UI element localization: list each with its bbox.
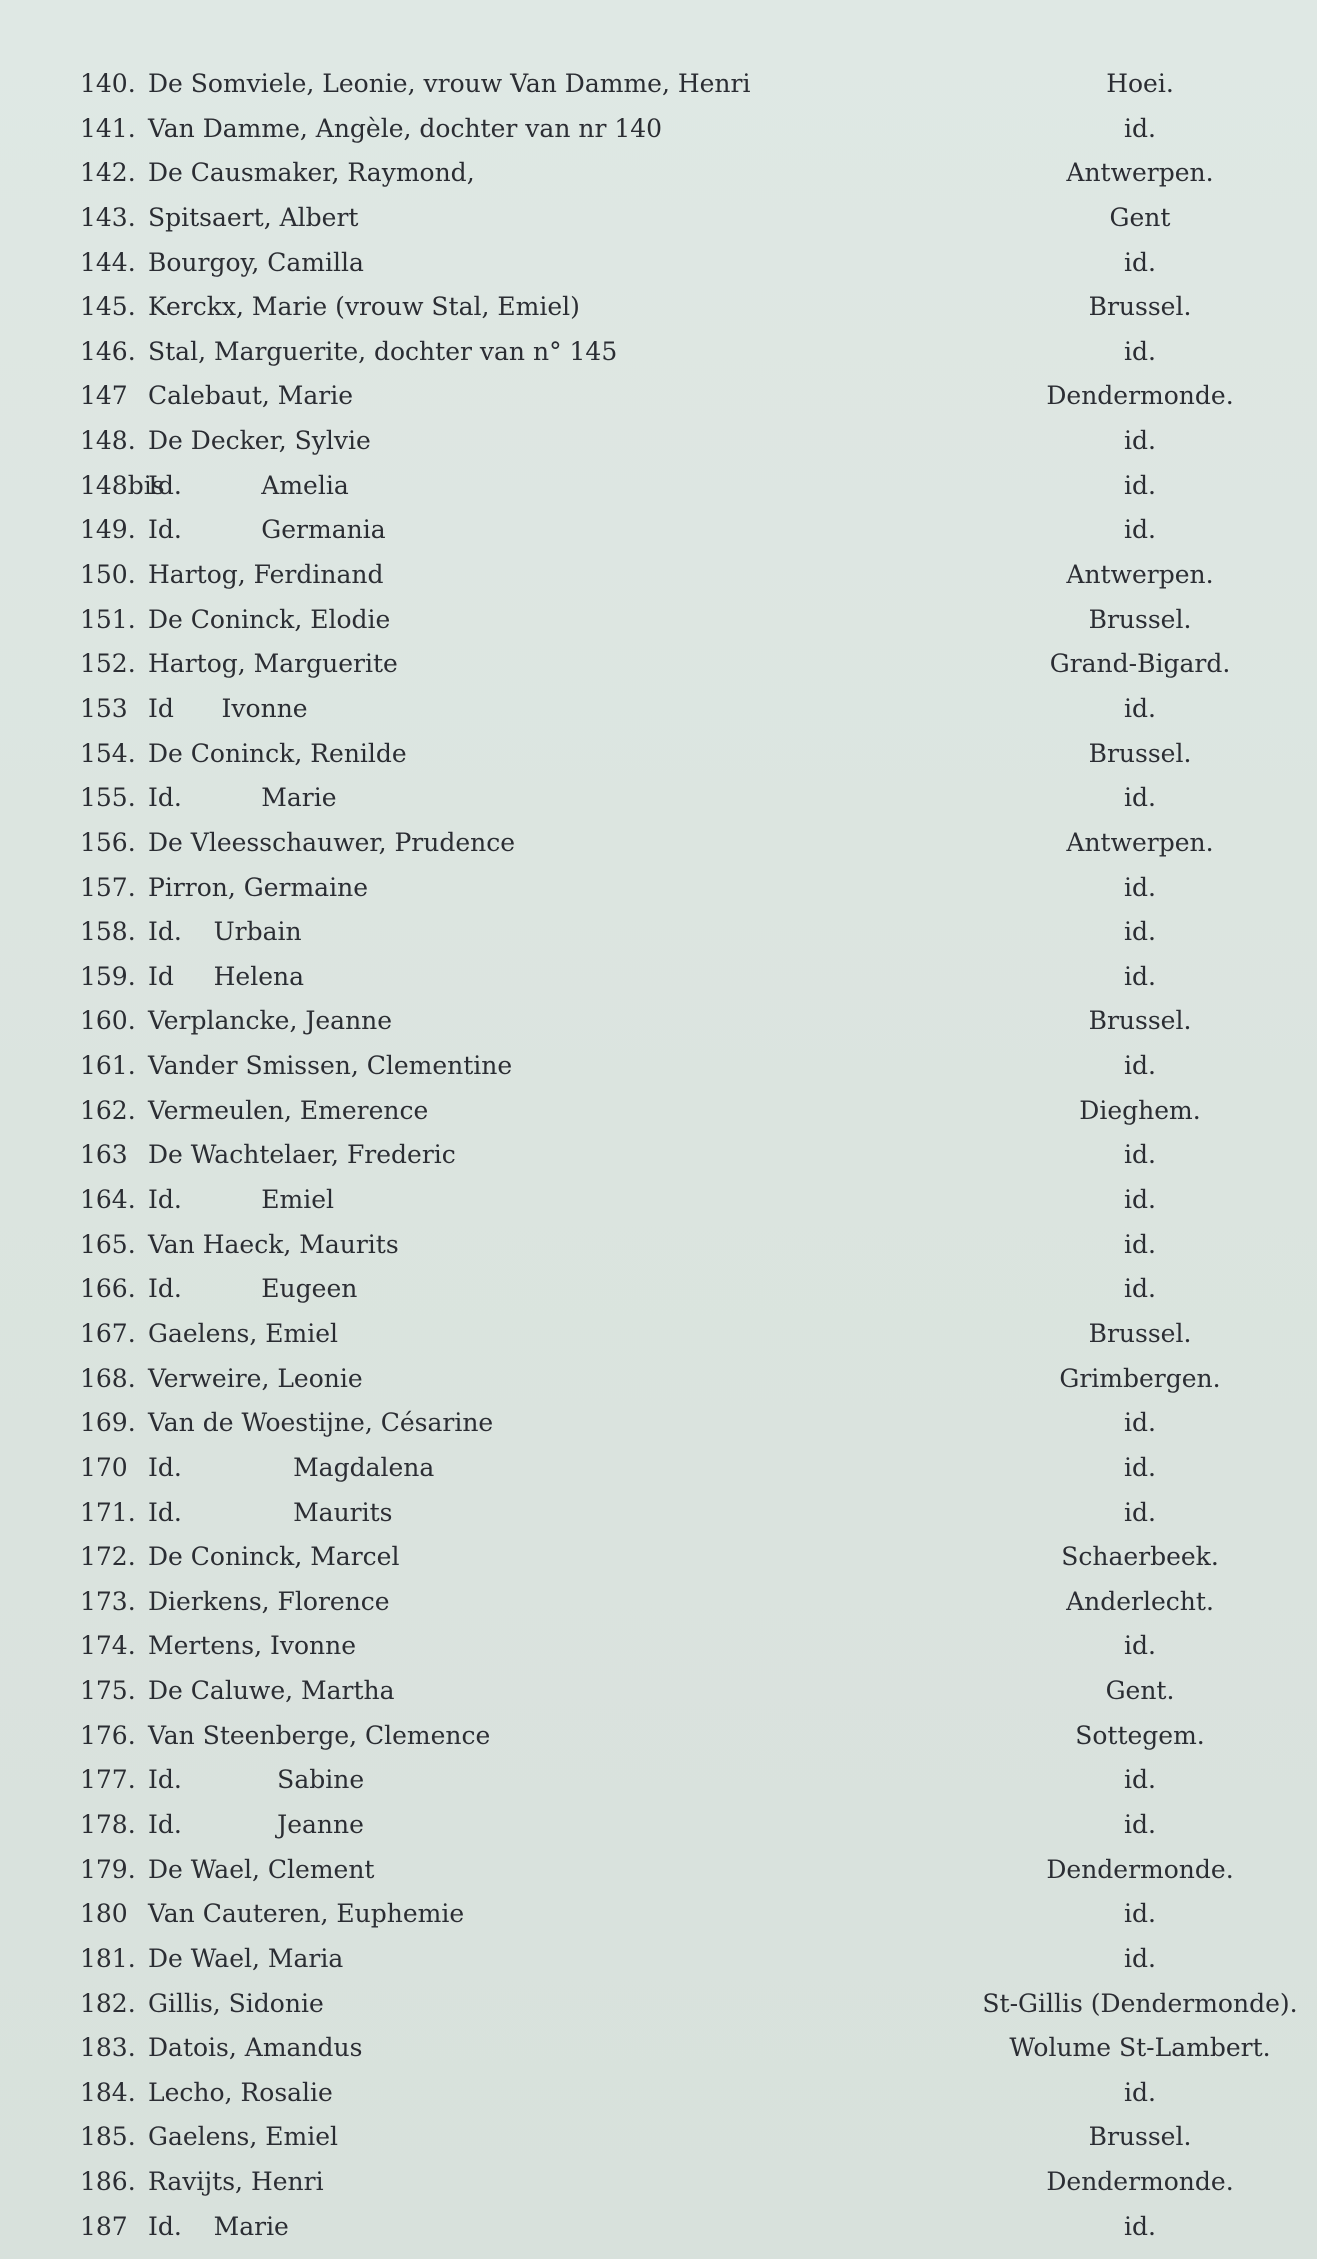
entry-name: De Coninck, Marcel bbox=[148, 1542, 400, 1572]
entry-place: Anderlecht. bbox=[1066, 1586, 1214, 1616]
list-item bbox=[0, 1937, 1317, 1982]
entry-name: Gaelens, Emiel bbox=[148, 1318, 339, 1348]
entry-place: id. bbox=[1124, 1765, 1156, 1795]
entry-name: De Wael, Clement bbox=[148, 1854, 375, 1884]
entry-place: id. bbox=[1124, 2077, 1156, 2107]
entry-name: Id. Emiel bbox=[148, 1185, 335, 1215]
entry-name: Van Haeck, Maurits bbox=[148, 1229, 399, 1259]
entry-number: 182. bbox=[80, 1988, 136, 2018]
list-item bbox=[0, 1178, 1317, 1223]
list-item bbox=[0, 1133, 1317, 1178]
entry-place: Wolume St-Lambert. bbox=[1009, 2033, 1271, 2063]
entry-place: Brussel. bbox=[1088, 738, 1192, 768]
entry-number: 178. bbox=[80, 1809, 136, 1839]
list-item bbox=[0, 687, 1317, 732]
entry-name: Id. Urbain bbox=[148, 917, 302, 947]
entry-place: Sottegem. bbox=[1075, 1720, 1205, 1750]
list-item bbox=[0, 1580, 1317, 1625]
entry-place: id. bbox=[1124, 426, 1156, 456]
list-item bbox=[0, 1535, 1317, 1580]
entry-name: Mertens, Ivonne bbox=[148, 1631, 357, 1661]
entry-number: 173. bbox=[80, 1586, 136, 1616]
list-item bbox=[0, 2115, 1317, 2160]
entry-name: Id Ivonne bbox=[148, 693, 308, 723]
entry-name: Id. Jeanne bbox=[148, 1809, 364, 1839]
entry-number: 184. bbox=[80, 2077, 136, 2107]
entry-number: 164. bbox=[80, 1185, 136, 1215]
list-item bbox=[0, 866, 1317, 911]
entry-name: De Somviele, Leonie, vrouw Van Damme, Henri bbox=[148, 69, 751, 98]
list-item bbox=[0, 999, 1317, 1044]
entry-name: Id. Maurits bbox=[148, 1497, 393, 1527]
entry-place: id. bbox=[1124, 113, 1156, 143]
list-item bbox=[0, 1089, 1317, 1134]
list-item bbox=[0, 776, 1317, 821]
list-item bbox=[0, 598, 1317, 643]
entry-number: 169. bbox=[80, 1408, 136, 1438]
list-item bbox=[0, 107, 1317, 152]
entry-number: 174. bbox=[80, 1631, 136, 1661]
entry-number: 172. bbox=[80, 1542, 136, 1572]
entry-place: id. bbox=[1124, 1497, 1156, 1527]
list-item bbox=[0, 1848, 1317, 1893]
entry-name: Hartog, Ferdinand bbox=[148, 560, 384, 590]
entry-number: 186. bbox=[80, 2167, 136, 2197]
list-item bbox=[0, 241, 1317, 286]
entry-number: 154. bbox=[80, 738, 136, 768]
entry-name: Calebaut, Marie bbox=[148, 381, 354, 411]
entry-name: Stal, Marguerite, dochter van n° 145 bbox=[148, 336, 618, 366]
entry-number: 180 bbox=[80, 1899, 128, 1929]
entry-place: id. bbox=[1124, 515, 1156, 545]
entry-name: Id. Amelia bbox=[148, 470, 349, 500]
entry-name: Vermeulen, Emerence bbox=[148, 1095, 429, 1125]
entry-place: id. bbox=[1124, 1899, 1156, 1929]
list-item bbox=[0, 1312, 1317, 1357]
entry-place: Gent. bbox=[1105, 1676, 1175, 1706]
list-item bbox=[0, 1044, 1317, 1089]
entry-name: Id. Marie bbox=[148, 783, 337, 813]
entry-number: 185. bbox=[80, 2122, 136, 2152]
entry-name: Van Cauteren, Euphemie bbox=[148, 1899, 465, 1929]
entry-place: id. bbox=[1124, 1452, 1156, 1482]
list-item bbox=[0, 1491, 1317, 1536]
entry-number: 151. bbox=[80, 604, 136, 634]
list-item bbox=[0, 2160, 1317, 2205]
entry-place: id. bbox=[1124, 1408, 1156, 1438]
list-item bbox=[0, 508, 1317, 553]
entry-name: Gaelens, Emiel bbox=[148, 2122, 339, 2152]
name-list bbox=[0, 62, 1317, 2249]
entry-place: id. bbox=[1124, 247, 1156, 277]
entry-place: id. bbox=[1124, 917, 1156, 947]
entry-place: Antwerpen. bbox=[1066, 158, 1214, 188]
entry-name: Id. Sabine bbox=[148, 1765, 365, 1795]
list-item bbox=[0, 374, 1317, 419]
entry-number: 152. bbox=[80, 649, 136, 679]
entry-number: 149. bbox=[80, 515, 136, 545]
entry-number: 171. bbox=[80, 1497, 136, 1527]
list-item bbox=[0, 1982, 1317, 2027]
entry-name: Id. Magdalena bbox=[148, 1452, 435, 1482]
entry-place: Hoei. bbox=[1106, 69, 1174, 98]
entry-name: De Vleesschauwer, Prudence bbox=[148, 827, 516, 857]
entry-number: 150. bbox=[80, 560, 136, 590]
entry-place: id. bbox=[1124, 1140, 1156, 1170]
entry-number: 165. bbox=[80, 1229, 136, 1259]
entry-place: id. bbox=[1124, 1631, 1156, 1661]
list-item bbox=[0, 1223, 1317, 1268]
list-item bbox=[0, 1624, 1317, 1669]
entry-name: De Caluwe, Martha bbox=[148, 1676, 395, 1706]
list-item bbox=[0, 553, 1317, 598]
list-item bbox=[0, 196, 1317, 241]
list-item bbox=[0, 821, 1317, 866]
entry-number: 158. bbox=[80, 917, 136, 947]
entry-number: 168. bbox=[80, 1363, 136, 1393]
entry-name: Kerckx, Marie (vrouw Stal, Emiel) bbox=[148, 292, 580, 322]
entry-name: Id. Marie bbox=[148, 2211, 289, 2241]
entry-place: Gent bbox=[1109, 202, 1171, 232]
entry-number: 179. bbox=[80, 1854, 136, 1884]
entry-place: id. bbox=[1124, 1051, 1156, 1081]
entry-place: Antwerpen. bbox=[1066, 827, 1214, 857]
entry-place: Brussel. bbox=[1088, 1318, 1192, 1348]
entry-place: Dendermonde. bbox=[1046, 2167, 1234, 2197]
entry-place: Dendermonde. bbox=[1046, 381, 1234, 411]
entry-name: Van Damme, Angèle, dochter van nr 140 bbox=[148, 113, 663, 143]
entry-number: 162. bbox=[80, 1095, 136, 1125]
entry-number: 170 bbox=[80, 1452, 128, 1482]
entry-place: Brussel. bbox=[1088, 1006, 1192, 1036]
entry-place: St-Gillis (Dendermonde). bbox=[982, 1988, 1298, 2018]
entry-number: 145. bbox=[80, 292, 136, 322]
entry-name: Pirron, Germaine bbox=[148, 872, 368, 902]
entry-number: 166. bbox=[80, 1274, 136, 1304]
entry-number: 160. bbox=[80, 1006, 136, 1036]
list-item bbox=[0, 1803, 1317, 1848]
entry-place: id. bbox=[1124, 783, 1156, 813]
list-item bbox=[0, 910, 1317, 955]
entry-name: De Wael, Maria bbox=[148, 1943, 344, 1973]
list-item bbox=[0, 1892, 1317, 1937]
entry-place: id. bbox=[1124, 961, 1156, 991]
list-item bbox=[0, 1267, 1317, 1312]
list-item bbox=[0, 1401, 1317, 1446]
entry-number: 176. bbox=[80, 1720, 136, 1750]
entry-place: Schaerbeek. bbox=[1061, 1542, 1219, 1572]
entry-place: id. bbox=[1124, 693, 1156, 723]
entry-number: 147 bbox=[80, 381, 128, 411]
entry-number: 142. bbox=[80, 158, 136, 188]
entry-place: id. bbox=[1124, 1809, 1156, 1839]
entry-number: 159. bbox=[80, 961, 136, 991]
entry-place: id. bbox=[1124, 872, 1156, 902]
entry-name: Van de Woestijne, Césarine bbox=[148, 1408, 494, 1438]
entry-name: Gillis, Sidonie bbox=[148, 1988, 324, 2018]
list-item bbox=[0, 732, 1317, 777]
entry-place: Grimbergen. bbox=[1059, 1363, 1221, 1393]
entry-place: id. bbox=[1124, 336, 1156, 366]
list-item bbox=[0, 1669, 1317, 1714]
list-item bbox=[0, 1714, 1317, 1759]
entry-number: 141. bbox=[80, 113, 136, 143]
entry-name: Dierkens, Florence bbox=[148, 1586, 390, 1616]
entry-name: Id. Eugeen bbox=[148, 1274, 358, 1304]
entry-name: De Causmaker, Raymond, bbox=[148, 158, 475, 188]
entry-place: id. bbox=[1124, 2211, 1156, 2241]
entry-number: 175. bbox=[80, 1676, 136, 1706]
entry-place: Brussel. bbox=[1088, 292, 1192, 322]
entry-name: Verplancke, Jeanne bbox=[148, 1006, 393, 1036]
entry-number: 157. bbox=[80, 872, 136, 902]
entry-name: Id Helena bbox=[148, 961, 305, 991]
entry-name: Datois, Amandus bbox=[148, 2033, 363, 2063]
entry-name: Id. Germania bbox=[148, 515, 386, 545]
list-item bbox=[0, 1758, 1317, 1803]
list-item bbox=[0, 1357, 1317, 1402]
entry-number: 143. bbox=[80, 202, 136, 232]
entry-place: id. bbox=[1124, 1274, 1156, 1304]
entry-name: Van Steenberge, Clemence bbox=[148, 1720, 491, 1750]
entry-name: De Wachtelaer, Frederic bbox=[148, 1140, 456, 1170]
entry-name: Spitsaert, Albert bbox=[148, 202, 359, 232]
entry-place: id. bbox=[1124, 1185, 1156, 1215]
list-item bbox=[0, 955, 1317, 1000]
entry-place: id. bbox=[1124, 1229, 1156, 1259]
list-item bbox=[0, 1446, 1317, 1491]
list-item bbox=[0, 642, 1317, 687]
entry-place: id. bbox=[1124, 470, 1156, 500]
entry-number: 148. bbox=[80, 426, 136, 456]
entry-number: 153 bbox=[80, 693, 128, 723]
entry-name: Vander Smissen, Clementine bbox=[148, 1051, 513, 1081]
entry-place: Antwerpen. bbox=[1066, 560, 1214, 590]
entry-number: 181. bbox=[80, 1943, 136, 1973]
entry-place: id. bbox=[1124, 1943, 1156, 1973]
entry-number: 183. bbox=[80, 2033, 136, 2063]
entry-number: 167. bbox=[80, 1318, 136, 1348]
list-item bbox=[0, 2071, 1317, 2116]
entry-number: 187 bbox=[80, 2211, 128, 2241]
list-item bbox=[0, 285, 1317, 330]
entry-number: 146. bbox=[80, 336, 136, 366]
entry-name: Hartog, Marguerite bbox=[148, 649, 398, 679]
entry-number: 148bis bbox=[80, 470, 165, 500]
entry-number: 161. bbox=[80, 1051, 136, 1081]
entry-place: Brussel. bbox=[1088, 604, 1192, 634]
entry-number: 140. bbox=[80, 69, 136, 98]
list-item bbox=[0, 330, 1317, 375]
entry-name: Verweire, Leonie bbox=[148, 1363, 363, 1393]
entry-number: 156. bbox=[80, 827, 136, 857]
list-item bbox=[0, 151, 1317, 196]
entry-name: De Decker, Sylvie bbox=[148, 426, 371, 456]
list-item bbox=[0, 419, 1317, 464]
list-item bbox=[0, 62, 1317, 107]
entry-name: De Coninck, Renilde bbox=[148, 738, 407, 768]
entry-name: Lecho, Rosalie bbox=[148, 2077, 333, 2107]
list-item bbox=[0, 464, 1317, 509]
entry-place: Brussel. bbox=[1088, 2122, 1192, 2152]
entry-number: 144. bbox=[80, 247, 136, 277]
entry-number: 177. bbox=[80, 1765, 136, 1795]
entry-number: 155. bbox=[80, 783, 136, 813]
entry-place: Dendermonde. bbox=[1046, 1854, 1234, 1884]
entry-number: 163 bbox=[80, 1140, 128, 1170]
entry-name: Ravijts, Henri bbox=[148, 2167, 324, 2197]
entry-place: Grand-Bigard. bbox=[1049, 649, 1231, 679]
entry-name: Bourgoy, Camilla bbox=[148, 247, 364, 277]
list-item bbox=[0, 2026, 1317, 2071]
entry-place: Dieghem. bbox=[1079, 1095, 1201, 1125]
entry-name: De Coninck, Elodie bbox=[148, 604, 391, 634]
list-item bbox=[0, 2205, 1317, 2250]
